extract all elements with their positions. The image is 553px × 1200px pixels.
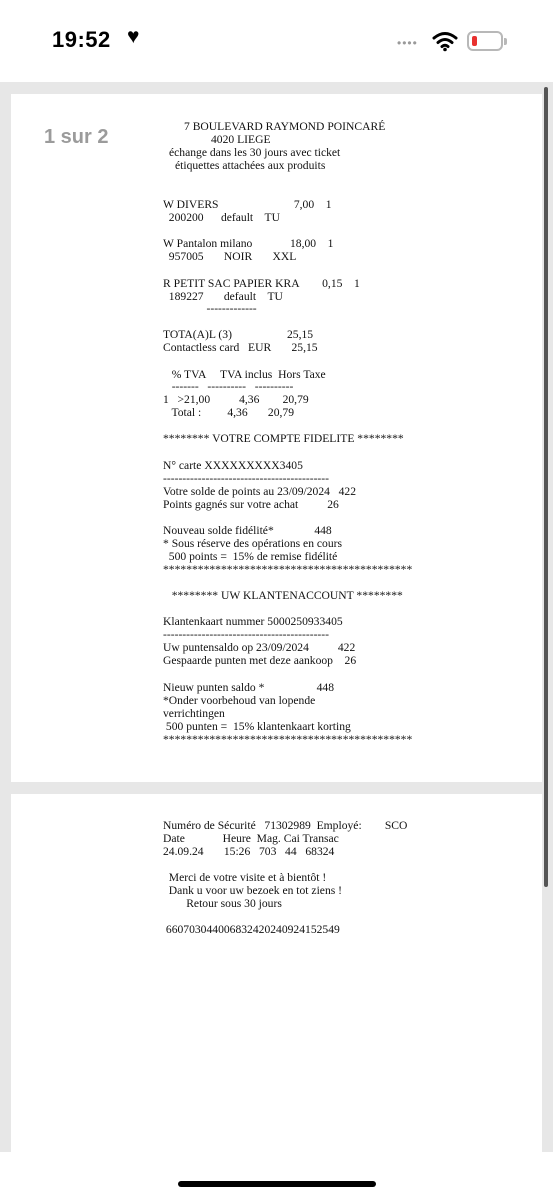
return-notice: Retour sous 30 jours [163,897,282,910]
heart-icon: ♥ [127,25,140,48]
clock: 19:52 [52,27,111,52]
nl-reserve-note-cont: verrichtingen [163,707,225,720]
fr-card-number: N° carte XXXXXXXXX3405 [163,459,303,472]
home-indicator[interactable] [178,1181,376,1187]
vat-total: Total : 4,36 20,79 [163,406,295,419]
fr-reserve-note: * Sous réserve des opérations en cours [163,537,343,550]
status-bar [0,0,553,82]
nl-separator: ------------------------------------------- [163,628,330,641]
item-detail: 957005 NOIR XXL [163,250,297,263]
fr-stars: ******************************************* [163,563,413,576]
nl-earned: Gespaarde punten met deze aankoop 26 [163,654,357,667]
item-line: W Pantalon milano 18,00 1 [163,237,334,250]
battery-tip [504,38,507,45]
security-line: Numéro de Sécurité 71302989 Employé: SCO [163,819,408,832]
payment-line: Contactless card EUR 25,15 [163,341,318,354]
item-detail: 189227 default TU [163,290,283,303]
fr-balance: Votre solde de points au 23/09/2024 422 [163,485,357,498]
vat-header: % TVA TVA inclus Hors Taxe [163,368,326,381]
item-line: W DIVERS 7,00 1 [163,198,332,211]
item-line: R PETIT SAC PAPIER KRA 0,15 1 [163,277,360,290]
scrollbar[interactable] [544,87,548,887]
nl-balance: Uw puntensaldo op 23/09/2024 422 [163,641,356,654]
barcode-number: 660703044006832420240924152549 [163,923,340,936]
nl-stars: ******************************************* [163,733,413,746]
transaction-values: 24.09.24 15:26 703 44 68324 [163,845,335,858]
exchange-notice: échange dans les 30 jours avec ticket [169,146,341,159]
signal-icon: •••• [397,36,418,50]
nl-card-number: Klantenkaart nummer 5000250933405 [163,615,343,628]
transaction-columns: Date Heure Mag. Cai Transac [163,832,339,845]
fr-new-balance: Nouveau solde fidélité* 448 [163,524,332,537]
vat-row: 1 >21,00 4,36 20,79 [163,393,309,406]
nl-loyalty-header: ******** UW KLANTENACCOUNT ******** [163,589,403,602]
battery-level [472,36,477,46]
total-line: TOTA(A)L (3) 25,15 [163,328,314,341]
items-separator: ------------- [163,302,257,315]
thanks-nl: Dank u voor uw bezoek en tot ziens ! [163,884,343,897]
fr-separator: ------------------------------------------- [163,472,330,485]
item-detail: 200200 default TU [163,211,280,224]
store-city: 4020 LIEGE [211,133,271,146]
home-bar [0,1152,553,1200]
thanks-fr: Merci de votre visite et à bientôt ! [163,871,327,884]
nl-new-balance: Nieuw punten saldo * 448 [163,681,334,694]
vat-separator: ------- ---------- ---------- [163,380,294,393]
page-indicator: 1 sur 2 [44,126,109,148]
labels-notice: étiquettes attachées aux produits [175,159,326,172]
fr-earned: Points gagnés sur votre achat 26 [163,498,339,511]
fr-discount-note: 500 points = 15% de remise fidélité [163,550,338,563]
battery-icon [467,31,503,51]
nl-discount-note: 500 punten = 15% klantenkaart korting [163,720,351,733]
store-address: 7 BOULEVARD RAYMOND POINCARÉ [184,120,386,133]
nl-reserve-note: *Onder voorbehoud van lopende [163,694,316,707]
fr-loyalty-header: ******** VOTRE COMPTE FIDELITE ******** [163,432,404,445]
wifi-icon [432,30,458,52]
